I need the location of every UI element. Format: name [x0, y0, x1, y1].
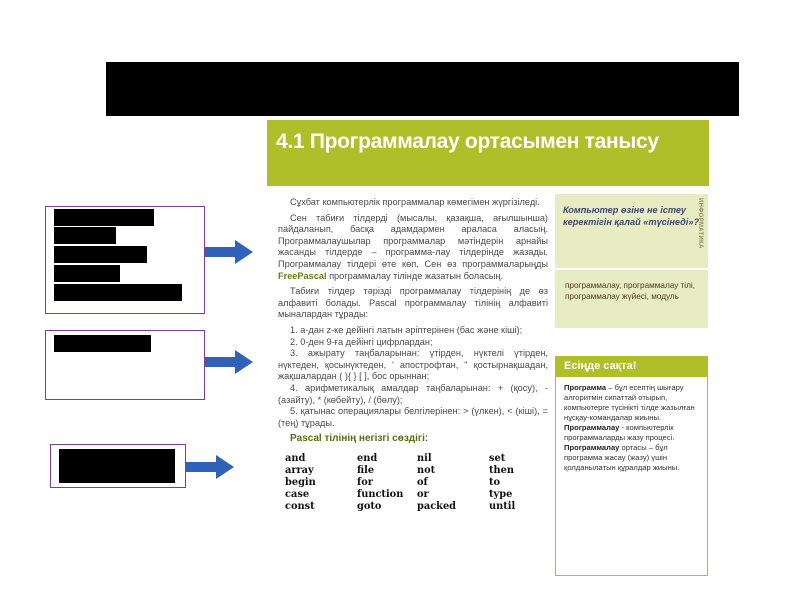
keyword: goto: [357, 500, 382, 512]
keyword: until: [489, 500, 516, 512]
list-item: 2. 0-ден 9-ға дейінгі цифрлардан;: [290, 336, 433, 347]
redacted-line: [54, 209, 154, 226]
keyword: type: [489, 488, 513, 500]
keyword: or: [417, 488, 429, 500]
redacted-line: [54, 227, 116, 244]
keyword: and: [285, 452, 306, 464]
subject-spine-label: ИНФОРМАТИКА: [697, 198, 703, 249]
paragraph-3: Табиғи тілдер тәрізді программалау тілдерінің де өз алфавиті болады. Pascal программалау тілінің алфавиті мыналардан тұрады:: [278, 286, 548, 320]
paragraph-1: Сұхбат компьютерлік программалар көмегімен жүргізіледі.: [290, 197, 540, 207]
keyword: nil: [417, 452, 432, 464]
list-item: 4. арифметикалық амалдар таңбаларынан: + (қосу), - (азайту), * (көбейту), / (бөлу);: [278, 382, 548, 405]
list-item: 3. ажырату таңбаларынан: үтірден, нүктелі үтірден, нүктеден, қосынүктеден, ' апострофтан, " қостырнақшадан, жақшалардан ( ){ } [ ], бос орыннан;: [278, 348, 548, 382]
keyword: packed: [417, 500, 457, 512]
keyword: then: [489, 464, 515, 476]
keyword: of: [417, 476, 428, 488]
remember-header: [556, 357, 707, 377]
redacted-title-banner: [106, 62, 739, 116]
redacted-line: [54, 284, 182, 301]
title-bar: [267, 120, 709, 186]
arrow-right-icon: [205, 240, 255, 264]
keyword: set: [489, 452, 506, 464]
keyword: file: [357, 464, 375, 476]
arrow-right-icon: [205, 350, 255, 374]
keyword: const: [285, 500, 315, 512]
freepascal-highlight: FreePascal: [278, 270, 327, 281]
definition-programming-environment: ортасы – бұл программа жасау (жазу) үшін қолданылатын құралдар жиыны.: [564, 443, 680, 472]
key-terms-text: программалау, программалау тілі, программалау жүйесі, модуль: [565, 281, 695, 301]
keywords-heading: Pascal тілінің негізгі сөздігі:: [290, 433, 429, 445]
arrow-right-icon: [186, 455, 236, 479]
main-text-column: [278, 197, 548, 513]
redacted-line: [54, 335, 151, 352]
remember-title: Есіңде сақта!: [564, 360, 637, 372]
redacted-block: [59, 449, 175, 483]
keyword: array: [285, 464, 314, 476]
page-title: 4.1 Программалау ортасымен танысу: [276, 130, 659, 153]
paragraph-2: [278, 213, 548, 283]
textbook-page: [267, 120, 709, 592]
keyword: function: [357, 488, 404, 500]
keyword: for: [357, 476, 373, 488]
definition-programming: - компьютерлік программаларды жазу процесі.: [564, 423, 675, 442]
keyword: begin: [285, 476, 316, 488]
keyword: end: [357, 452, 378, 464]
redacted-line: [54, 246, 147, 263]
question-box: [555, 194, 708, 268]
redacted-line: [54, 265, 120, 282]
keyword: case: [285, 488, 310, 500]
definition-program: – бұл есептің шығару алгоритмін сипаттай отырып, компьютерге түсінікті тілде жазылған нұсқау-командалар жиыны.: [564, 383, 695, 422]
term-program: Программа: [564, 383, 607, 392]
list-item: 1. a-дан z-ке дейінгі латын әріптерінен (бас және кіші);: [290, 324, 523, 335]
paragraph-2-text: Сен табиғи тілдерді (мысалы, қазақша, ағылшынша) пайдаланып, басқа адамдармен араласа аласың. Программалаушылар программалар мәтіндерін арнайы жасанды тілдерде – программа-лау тілдерінде жазады. Программалау тілдері өте көп. Сен өз программаларыңды: [278, 212, 548, 269]
term-programming: Программалау: [564, 423, 620, 432]
keyword: to: [489, 476, 501, 488]
question-text: Компьютер өзіне не істеу керектігін қалай «түсінеді»?: [563, 205, 700, 227]
remember-body: [564, 383, 702, 473]
paragraph-2-end: программалау тілінде жазатын боласың.: [326, 270, 504, 281]
keyword-grid: [285, 453, 548, 513]
key-terms-box: [555, 270, 708, 328]
annotation-box-1: [45, 206, 205, 314]
keyword: not: [417, 464, 436, 476]
annotation-box-2: [45, 330, 205, 400]
annotation-box-3: [50, 444, 186, 488]
term-programming-environment: Программалау: [564, 443, 620, 452]
list-item: 5. қатынас операциялары белгілерінен: > (үлкен), < (кіші), = (тең) тұрады.: [278, 406, 548, 428]
remember-box: [555, 356, 708, 576]
